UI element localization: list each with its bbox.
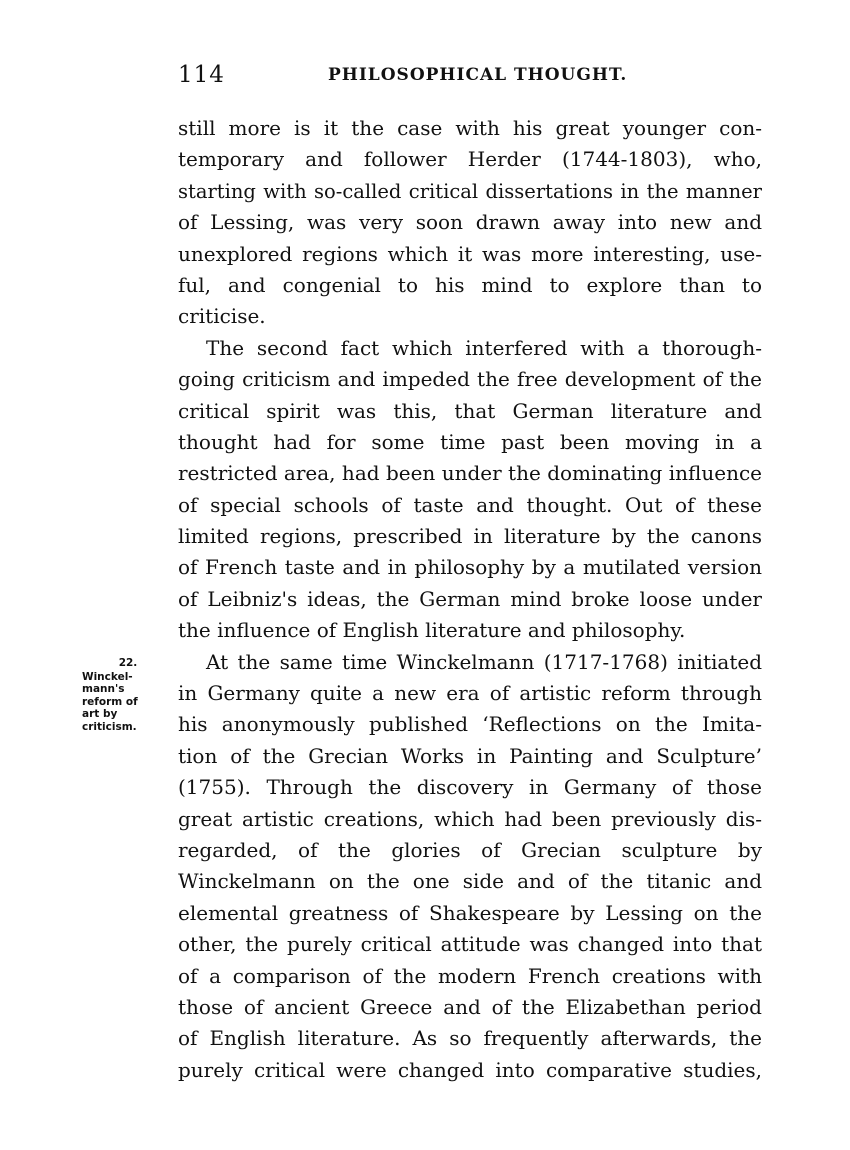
text-line: thought had for some time past been moving in a bbox=[178, 429, 762, 454]
text-line: ful, and congenial to his mind to explore than to bbox=[178, 272, 762, 297]
text-line: great artistic creations, which had been previously dis- bbox=[178, 806, 762, 831]
text-line: of English literature. As so frequently afterwards, the bbox=[178, 1026, 762, 1051]
margin-note bbox=[82, 657, 174, 733]
text-line: going criticism and impeded the free development of the bbox=[178, 367, 762, 392]
page-number: 114 bbox=[178, 62, 225, 88]
text-line: The second fact which interfered with a thorough- bbox=[206, 335, 762, 360]
text-line: in Germany quite a new era of artistic reform through bbox=[178, 681, 762, 706]
text-line: his anonymously published ‘Reflections on the Imita- bbox=[178, 712, 762, 737]
text-line: of French taste and in philosophy by a mutilated version bbox=[178, 555, 762, 580]
text-line: At the same time Winckelmann (1717-1768) initiated bbox=[206, 649, 762, 674]
text-line: of special schools of taste and thought. Out of these bbox=[178, 492, 762, 517]
text-line: still more is it the case with his great younger con- bbox=[178, 116, 762, 140]
text-line: purely critical were changed into comparative studies, bbox=[178, 1057, 762, 1082]
text-line: tion of the Grecian Works in Painting and Sculpture’ bbox=[178, 743, 762, 768]
margin-note-line: Winckel- bbox=[82, 670, 133, 683]
text-line: temporary and follower Herder (1744-1803), who, bbox=[178, 147, 762, 172]
body-text bbox=[178, 113, 762, 1086]
margin-note-line: criticism. bbox=[82, 720, 137, 733]
margin-note-line: reform of bbox=[82, 695, 138, 708]
text-line: other, the purely critical attitude was changed into that bbox=[178, 932, 762, 957]
text-line: limited regions, prescribed in literature by the canons bbox=[178, 524, 762, 549]
page-header bbox=[178, 62, 762, 90]
text-line: the influence of English literature and philosophy. bbox=[178, 618, 686, 643]
text-line: regarded, of the glories of Grecian sculpture by bbox=[178, 837, 762, 862]
text-line: of Leibniz's ideas, the German mind broke loose under bbox=[178, 586, 762, 611]
text-line: starting with so-called critical dissertations in the manner bbox=[178, 179, 762, 203]
text-line: elemental greatness of Shakespeare by Lessing on the bbox=[178, 900, 762, 925]
text-line: those of ancient Greece and of the Elizabethan period bbox=[178, 994, 762, 1019]
text-line: critical spirit was this, that German literature and bbox=[178, 398, 762, 423]
text-line: of Lessing, was very soon drawn away into new and bbox=[178, 210, 762, 235]
text-line: restricted area, had been under the dominating influence bbox=[178, 461, 762, 486]
text-line: Winckelmann on the one side and of the titanic and bbox=[178, 869, 762, 894]
text-line: unexplored regions which it was more interesting, use- bbox=[178, 241, 762, 266]
margin-note-number: 22. bbox=[118, 657, 138, 669]
text-line: criticise. bbox=[178, 304, 266, 329]
margin-note-line: mann's bbox=[82, 683, 125, 695]
text-line: of a comparison of the modern French creations with bbox=[178, 963, 762, 988]
running-head: PHILOSOPHICAL THOUGHT. bbox=[328, 65, 628, 85]
text-line: (1755). Through the discovery in Germany of those bbox=[178, 775, 762, 800]
margin-note-line: art by bbox=[82, 708, 118, 720]
